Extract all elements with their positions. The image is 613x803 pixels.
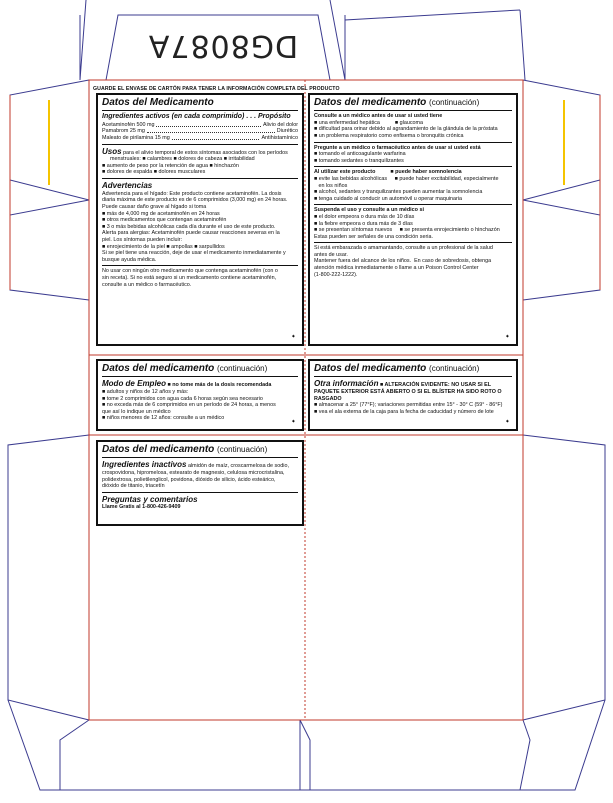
warning-line: antes de usar. xyxy=(314,251,348,258)
warning-line: ■ tomando sedantes o tranquilizantes xyxy=(314,157,404,164)
uses-heading: Usos xyxy=(102,146,122,156)
drug-facts-panel-inactive xyxy=(96,440,304,526)
continue-arrow-icon: ➧ xyxy=(290,333,296,340)
warning-line: Pregunte a un médico o farmacéutico antes de usar si usted está xyxy=(314,144,481,151)
do-not-use-section: No usar con ningún otro medicamento que contenga acetaminofén (con o sin receta). Si no está seguro si un medicamento contiene acetaminofén, consulte a un médico o farmacéutico. xyxy=(102,268,278,288)
panel-title: Datos del medicamento (continuación) xyxy=(102,363,298,377)
warning-line: Si está embarazada o amamantando, consulte a un profesional de la salud xyxy=(314,245,493,252)
glue-strip-left xyxy=(48,100,50,185)
panel-title: Datos del medicamento (continuación) xyxy=(314,97,512,111)
active-ingredients-list xyxy=(102,122,298,142)
drug-facts-panel-other-info: Datos del medicamento (continuación) Otra información ■ ALTERACIÓN EVIDENTE: NO USAR SI EL PAQUETE EXTERIOR ESTÁ ABIERTO O SI EL BLÍSTER HA SIDO ROTO O RASGADO ■ almacenar a 25° (77°F); variaciones permitidas entre 15° - 30° C (59° - 86°F) ■ vea el ala externa de la caja para la fecha de caducidad y número de lote ➧ xyxy=(308,359,518,431)
warning-line: ■ la fiebre empeora o dura más de 3 días xyxy=(314,220,413,227)
active-ingredient-row: Pamabrom 25 mg Diurético xyxy=(102,128,298,135)
warning-line: ■ un problema respiratorio como enfisema o bronquitis crónica xyxy=(314,132,464,139)
warning-line: ■ alcohol, sedantes y tranquilizantes pueden aumentar la somnolencia xyxy=(314,189,483,196)
carton-header: GUARDE EL ENVASE DE CARTÓN PARA TENER LA INFORMACIÓN COMPLETA DEL PRODUCTO xyxy=(93,86,340,92)
inactive-ingredients-section: Ingredientes inactivos almidón de maíz, croscarmelosa de sodio, crospovidona, hipromelosa, estearato de magnesio, celulosa microcristalina, polidextrosa, polietilenglicol, povidona, dióxido de silicio, ácido esteárico, dióxido de titanio, triacetín xyxy=(102,460,289,490)
warning-line: Mantener fuera del alcance de los niños. En caso de sobredosis, obtenga xyxy=(314,258,492,265)
directions-heading-row: Modo de Empleo ■ no tome más de la dosis recomendada xyxy=(102,379,272,389)
inactive-heading: Ingredientes inactivos xyxy=(102,460,187,470)
section-divider xyxy=(314,242,512,243)
warning-line: Suspenda el uso y consulte a un médico si xyxy=(314,207,424,214)
panel-title: Datos del medicamento (continuación) xyxy=(314,363,512,377)
active-ingredient-row: Maleato de pirilamina 15 mg Antihistamínico xyxy=(102,134,298,141)
continue-arrow-icon: ➧ xyxy=(290,418,296,425)
warning-line: (1-800-222-1222). xyxy=(314,271,358,278)
warning-line: Al utilizar este producto ■ puede haber somnolencia xyxy=(314,169,462,176)
warning-line: ■ dificultad para orinar debido al agrandamiento de la glándula de la próstata xyxy=(314,126,498,133)
warning-line: ■ una enfermedad hepática ■ glaucoma xyxy=(314,119,423,126)
panel-title: Datos del medicamento (continuación) xyxy=(102,444,298,458)
active-ingredients-heading: Ingredientes activos (en cada comprimido) . . . Propósito xyxy=(102,113,291,121)
warning-line: ■ tomando el anticoagulante warfarina xyxy=(314,151,406,158)
warning-line: atención médica inmediatamente o llame a un Poison Control Center xyxy=(314,265,479,272)
section-divider xyxy=(314,166,512,167)
warnings-section: Advertencias Advertencia para el hígado: Este producto contiene acetaminofén. La dosis diaria máxima de este producto es de 6 comprimidos (3,000 mg) en 24 horas. Puede causar daño grave al hígado si toma ■ más de 4,000 mg de acetaminofén en 24 horas ■ otros medicamentos que contengan acetaminofén ■ 3 o más bebidas alcohólicas cada día durante el uso de este producto. Alerta para alergias: Acetaminofén puede causar reacciones severas en la piel. Los síntomas pueden incluir: ■ enrojecimiento de la piel ■ ampollas ■ sarpullidos Si se piel tiene una reacción, deje de usar el medicamento inmediatamente y busque ayuda médica. xyxy=(102,181,298,263)
panel-title: Datos del Medicamento xyxy=(102,97,298,111)
other-info-heading-row: Otra información ■ ALTERACIÓN EVIDENTE: NO USAR SI EL xyxy=(314,379,492,389)
warnings-continued xyxy=(314,113,512,278)
drug-facts-panel-continued-1 xyxy=(308,93,518,346)
section-divider xyxy=(314,142,512,143)
questions-heading: Preguntas y comentarios xyxy=(102,494,198,504)
warning-line: Consulte a un médico antes de usar si usted tiene xyxy=(314,113,443,120)
drug-facts-panel-main xyxy=(96,93,304,346)
drug-facts-panel-directions: Datos del medicamento (continuación) Modo de Empleo ■ no tome más de la dosis recomendada ■ adultos y niños de 12 años y más: ■ tome 2 comprimidos con agua cada 6 horas según sea necesario ■ no exceda más de 6 comprimidos en un período de 24 horas, a menos que así lo indique un médico ■ niños menores de 12 años: consulte a un médico ➧ xyxy=(96,359,304,431)
uses-section: Usos para el alivio temporal de estos síntomas asociados con los períodos menstruales: ■ calambres ■ dolores de cabeza ■ irritabilidad ■ aumento de peso por la retención de agua ■ hinchazón ■ dolores de espalda ■ dolores musculares xyxy=(102,146,288,176)
active-ingredient-row: Acetaminofén 500 mg Alivio del dolor xyxy=(102,121,298,128)
warning-line: en los niños xyxy=(314,182,348,189)
warnings-heading: Advertencias xyxy=(102,181,153,191)
warning-line: ■ evite las bebidas alcohólicas ■ puede haber excitabilidad, especialmente xyxy=(314,175,499,182)
section-divider xyxy=(314,204,512,205)
warning-line: ■ el dolor empeora o dura más de 10 días xyxy=(314,213,415,220)
continue-arrow-icon: ➧ xyxy=(504,333,510,340)
warning-line: Estas pueden ser señales de una condición seria. xyxy=(314,233,433,240)
warning-line: ■ tenga cuidado al conducir un automóvil u operar maquinaria xyxy=(314,195,462,202)
warning-line: ■ se presentan síntomas nuevos ■ se presenta enrojecimiento o hinchazón xyxy=(314,227,500,234)
continue-arrow-icon: ➧ xyxy=(504,418,510,425)
glue-strip-right xyxy=(563,100,565,185)
carton-code: DG8087A xyxy=(147,28,299,63)
questions-phone: Llame Gratis al 1-800-426-9409 xyxy=(102,504,181,511)
